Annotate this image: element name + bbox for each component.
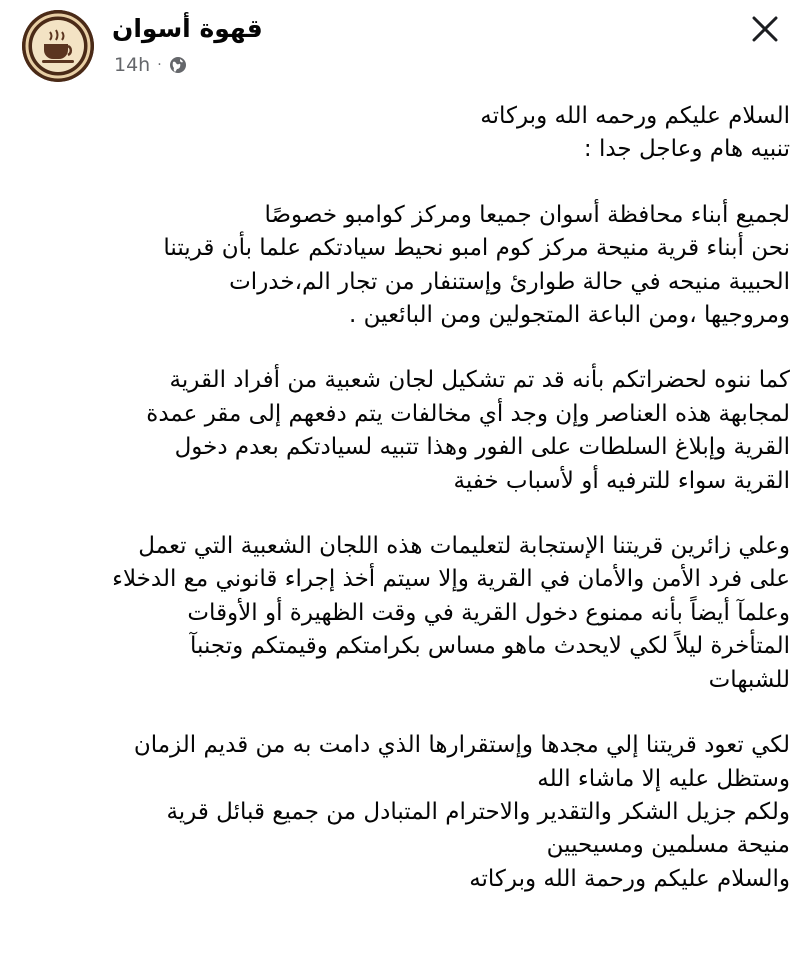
text-line: القرية سواء للترفيه أو لأسباب خفية <box>453 467 790 494</box>
text-line: كما ننوه لحضراتكم بأنه قد تم تشكيل لجان شعبية من أفراد القرية <box>169 367 790 394</box>
text-line: لكي تعود قريتنا إلي مجدها وإستقرارها الذي دامت به من قديم الزمان <box>133 732 790 759</box>
text-line: وعلي زائرين قريتنا الإستجابة لتعليمات هذه اللجان الشعبية التي تعمل <box>138 533 790 560</box>
text-line: لمجابهة هذه العناصر وإن وجد أي مخالفات يتم دفعهم إلى مقر عمدة <box>146 400 790 427</box>
text-line: وعلمآ أيضاً بأنه ممنوع دخول القرية في وقت الظهيرة أو الأوقات <box>187 599 790 626</box>
coffee-logo-icon <box>22 10 94 82</box>
text-line: ولكم جزيل الشكر والتقدير والاحترام المتبادل من جميع قبائل قرية <box>166 798 790 825</box>
post-meta <box>114 54 187 76</box>
page-avatar[interactable] <box>22 10 94 82</box>
post-paragraph-4 <box>10 530 790 697</box>
post-paragraph-1 <box>10 100 790 167</box>
text-line: والسلام عليكم ورحمة الله وبركاته <box>469 865 790 892</box>
text-line: السلام عليكم ورحمه الله وبركاته <box>480 103 790 129</box>
meta-separator: · <box>157 57 162 73</box>
text-line: على فرد الأمن والأمان في القرية وإلا سيتم أخذ إجراء قانوني مع الدخلاء <box>112 566 790 593</box>
text-line: المتأخرة ليلاً لكي لايحدث ماهو مساس بكرامتكم وقيمتكم وتجنبآ <box>190 633 790 660</box>
post-paragraph-5 <box>10 729 790 896</box>
post-text <box>10 100 790 896</box>
text-line: للشبهات <box>708 666 790 693</box>
close-icon[interactable] <box>750 14 780 44</box>
page-name-link[interactable]: قهوة أسوان <box>112 14 263 43</box>
post-paragraph-3 <box>10 364 790 498</box>
text-line: وستظل عليه إلا ماشاء الله <box>537 765 790 792</box>
text-line: نحن أبناء قرية منيحة مركز كوم امبو نحيط سيادتكم علما بأن قريتنا <box>163 235 790 262</box>
text-line: تنبيه هام وعاجل جدا : <box>583 136 790 163</box>
post-timestamp[interactable]: 14h <box>114 54 151 76</box>
text-line: ومروجيها ،ومن الباعة المتجولين ومن البائعين . <box>349 302 790 329</box>
text-line: القرية وإبلاغ السلطات على الفور وهذا تتبيه لسيادتكم بعدم دخول <box>174 434 790 461</box>
globe-icon[interactable] <box>169 56 187 74</box>
text-line: لجميع أبناء محافظة أسوان جميعا ومركز كوامبو خصوصًا <box>264 201 790 228</box>
post-paragraph-2 <box>10 199 790 333</box>
post-header <box>0 0 806 96</box>
text-line: منيحة مسلمين ومسيحيين <box>546 832 790 859</box>
text-line: الحبيبة منيحه في حالة طوارئ وإستنفار من تجار الم،خدرات <box>229 268 790 295</box>
